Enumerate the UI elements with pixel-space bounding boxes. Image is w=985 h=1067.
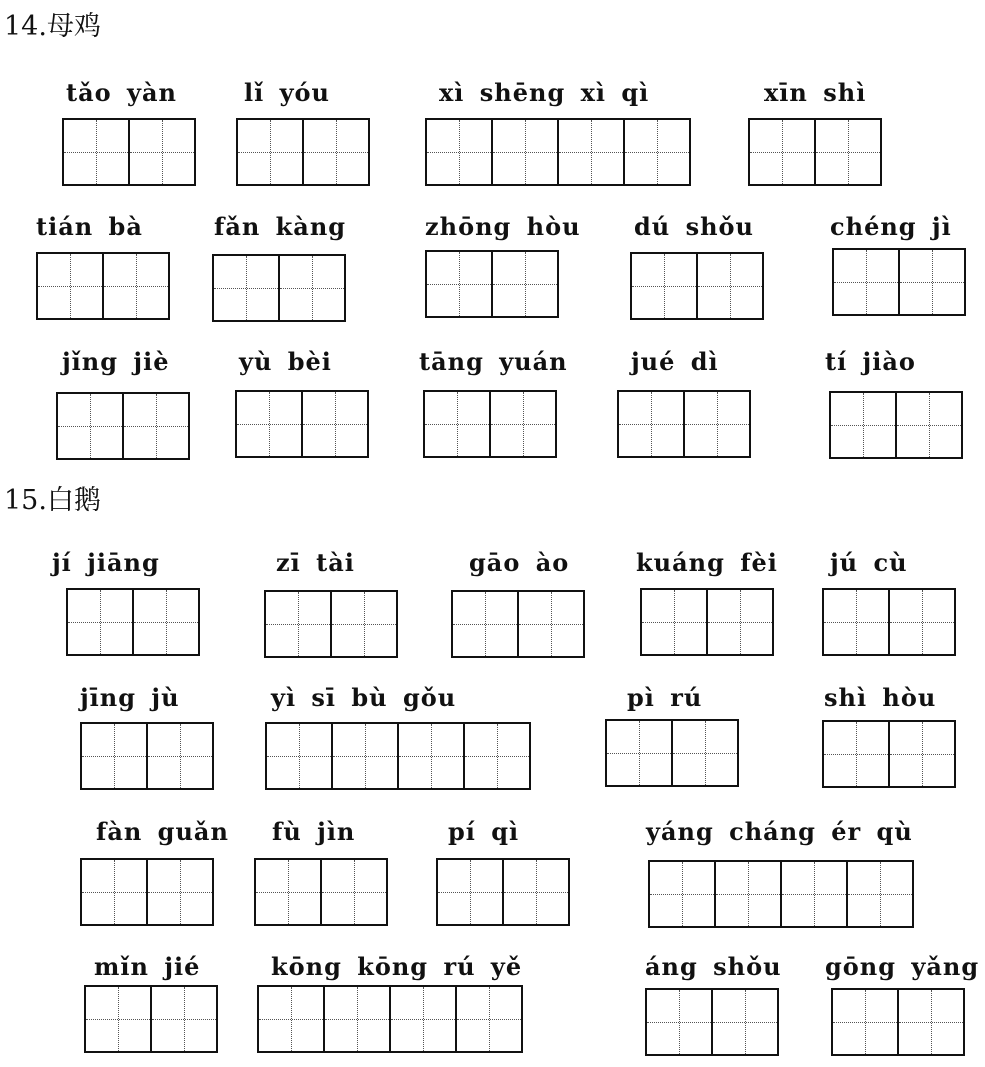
character-grid <box>36 252 170 320</box>
character-grid <box>66 588 200 656</box>
pinyin-label: tí jiào <box>825 347 916 376</box>
character-grid <box>645 988 779 1056</box>
tianzige-cell[interactable] <box>898 248 966 316</box>
pinyin-label: jīng jù <box>80 683 180 712</box>
tianzige-cell[interactable] <box>150 985 218 1053</box>
tianzige-cell[interactable] <box>491 118 559 186</box>
tianzige-cell[interactable] <box>502 858 570 926</box>
character-grid <box>451 590 585 658</box>
tianzige-cell[interactable] <box>630 252 698 320</box>
pinyin-label: yáng cháng ér qù <box>646 817 913 846</box>
tianzige-cell[interactable] <box>822 720 890 788</box>
tianzige-cell[interactable] <box>822 588 890 656</box>
character-grid <box>80 858 214 926</box>
pinyin-label: gāo ào <box>469 548 570 577</box>
tianzige-cell[interactable] <box>831 988 899 1056</box>
tianzige-cell[interactable] <box>455 985 523 1053</box>
pinyin-label: yì sī bù gǒu <box>271 683 457 712</box>
tianzige-cell[interactable] <box>80 858 148 926</box>
tianzige-cell[interactable] <box>489 390 557 458</box>
character-grid <box>822 588 956 656</box>
tianzige-cell[interactable] <box>128 118 196 186</box>
pinyin-label: kuáng fèi <box>636 548 778 577</box>
tianzige-cell[interactable] <box>640 588 708 656</box>
pinyin-label: fù jìn <box>272 817 356 846</box>
tianzige-cell[interactable] <box>451 590 519 658</box>
character-grid <box>829 391 963 459</box>
pinyin-label: zhōng hòu <box>425 212 581 241</box>
tianzige-cell[interactable] <box>257 985 325 1053</box>
character-grid <box>254 858 388 926</box>
tianzige-cell[interactable] <box>330 590 398 658</box>
pinyin-label: dú shǒu <box>634 212 755 241</box>
tianzige-cell[interactable] <box>320 858 388 926</box>
tianzige-cell[interactable] <box>711 988 779 1056</box>
tianzige-cell[interactable] <box>301 390 369 458</box>
character-grid <box>212 254 346 322</box>
character-grid <box>236 118 370 186</box>
tianzige-cell[interactable] <box>463 722 531 790</box>
pinyin-label: tián bà <box>36 212 143 241</box>
tianzige-cell[interactable] <box>212 254 280 322</box>
character-grid <box>630 252 764 320</box>
tianzige-cell[interactable] <box>888 588 956 656</box>
tianzige-cell[interactable] <box>323 985 391 1053</box>
character-grid <box>832 248 966 316</box>
tianzige-cell[interactable] <box>671 719 739 787</box>
tianzige-cell[interactable] <box>146 858 214 926</box>
pinyin-label: zī tài <box>276 548 355 577</box>
tianzige-cell[interactable] <box>748 118 816 186</box>
tianzige-cell[interactable] <box>80 722 148 790</box>
tianzige-cell[interactable] <box>62 118 130 186</box>
pinyin-label: pí qì <box>448 817 520 846</box>
section-title-15: 15.白鹅 <box>4 485 101 516</box>
character-grid <box>640 588 774 656</box>
tianzige-cell[interactable] <box>425 118 493 186</box>
character-grid <box>605 719 739 787</box>
character-grid <box>265 722 531 790</box>
pinyin-label: yù bèi <box>239 347 332 376</box>
pinyin-label: jí jiāng <box>52 548 160 577</box>
tianzige-cell[interactable] <box>254 858 322 926</box>
tianzige-cell[interactable] <box>122 392 190 460</box>
tianzige-cell[interactable] <box>36 252 104 320</box>
tianzige-cell[interactable] <box>683 390 751 458</box>
tianzige-cell[interactable] <box>623 118 691 186</box>
tianzige-cell[interactable] <box>132 588 200 656</box>
tianzige-cell[interactable] <box>389 985 457 1053</box>
section-title-14: 14.母鸡 <box>4 11 101 42</box>
character-grid <box>425 118 691 186</box>
pinyin-label: xì shēng xì qì <box>439 78 650 107</box>
tianzige-cell[interactable] <box>897 988 965 1056</box>
character-grid <box>257 985 523 1053</box>
tianzige-cell[interactable] <box>264 590 332 658</box>
character-grid <box>617 390 751 458</box>
pinyin-label: jú cù <box>830 548 908 577</box>
character-grid <box>423 390 557 458</box>
pinyin-label: mǐn jié <box>94 952 201 981</box>
tianzige-cell[interactable] <box>829 391 897 459</box>
character-grid <box>235 390 369 458</box>
pinyin-label: kōng kōng rú yě <box>271 952 523 981</box>
tianzige-cell[interactable] <box>66 588 134 656</box>
tianzige-cell[interactable] <box>235 390 303 458</box>
tianzige-cell[interactable] <box>605 719 673 787</box>
character-grid <box>264 590 398 658</box>
tianzige-cell[interactable] <box>423 390 491 458</box>
tianzige-cell[interactable] <box>265 722 333 790</box>
tianzige-cell[interactable] <box>846 860 914 928</box>
character-grid <box>84 985 218 1053</box>
character-grid <box>56 392 190 460</box>
pinyin-label: fǎn kàng <box>214 212 347 241</box>
character-grid <box>648 860 914 928</box>
pinyin-label: shì hòu <box>824 683 937 712</box>
tianzige-cell[interactable] <box>331 722 399 790</box>
pinyin-label: chéng jì <box>830 212 952 241</box>
tianzige-cell[interactable] <box>302 118 370 186</box>
character-grid <box>748 118 882 186</box>
pinyin-label: tǎo yàn <box>66 78 177 107</box>
character-grid <box>62 118 196 186</box>
tianzige-cell[interactable] <box>895 391 963 459</box>
tianzige-cell[interactable] <box>236 118 304 186</box>
tianzige-cell[interactable] <box>814 118 882 186</box>
tianzige-cell[interactable] <box>146 722 214 790</box>
tianzige-cell[interactable] <box>714 860 782 928</box>
pinyin-label: fàn guǎn <box>96 817 229 846</box>
tianzige-cell[interactable] <box>648 860 716 928</box>
pinyin-label: jǐng jiè <box>62 347 170 376</box>
pinyin-label: pì rú <box>627 683 703 712</box>
tianzige-cell[interactable] <box>645 988 713 1056</box>
tianzige-cell[interactable] <box>617 390 685 458</box>
pinyin-label: xīn shì <box>764 78 867 107</box>
character-grid <box>831 988 965 1056</box>
tianzige-cell[interactable] <box>436 858 504 926</box>
tianzige-cell[interactable] <box>517 590 585 658</box>
pinyin-label: lǐ yóu <box>244 78 330 107</box>
tianzige-cell[interactable] <box>56 392 124 460</box>
tianzige-cell[interactable] <box>888 720 956 788</box>
tianzige-cell[interactable] <box>557 118 625 186</box>
tianzige-cell[interactable] <box>102 252 170 320</box>
tianzige-cell[interactable] <box>832 248 900 316</box>
tianzige-cell[interactable] <box>84 985 152 1053</box>
character-grid <box>80 722 214 790</box>
tianzige-cell[interactable] <box>278 254 346 322</box>
character-grid <box>436 858 570 926</box>
pinyin-label: jué dì <box>631 347 719 376</box>
tianzige-cell[interactable] <box>696 252 764 320</box>
tianzige-cell[interactable] <box>780 860 848 928</box>
tianzige-cell[interactable] <box>491 250 559 318</box>
pinyin-label: áng shǒu <box>645 952 782 981</box>
character-grid <box>822 720 956 788</box>
tianzige-cell[interactable] <box>397 722 465 790</box>
pinyin-label: gōng yǎng <box>825 952 980 981</box>
tianzige-cell[interactable] <box>706 588 774 656</box>
pinyin-label: tāng yuán <box>419 347 568 376</box>
character-grid <box>425 250 559 318</box>
tianzige-cell[interactable] <box>425 250 493 318</box>
